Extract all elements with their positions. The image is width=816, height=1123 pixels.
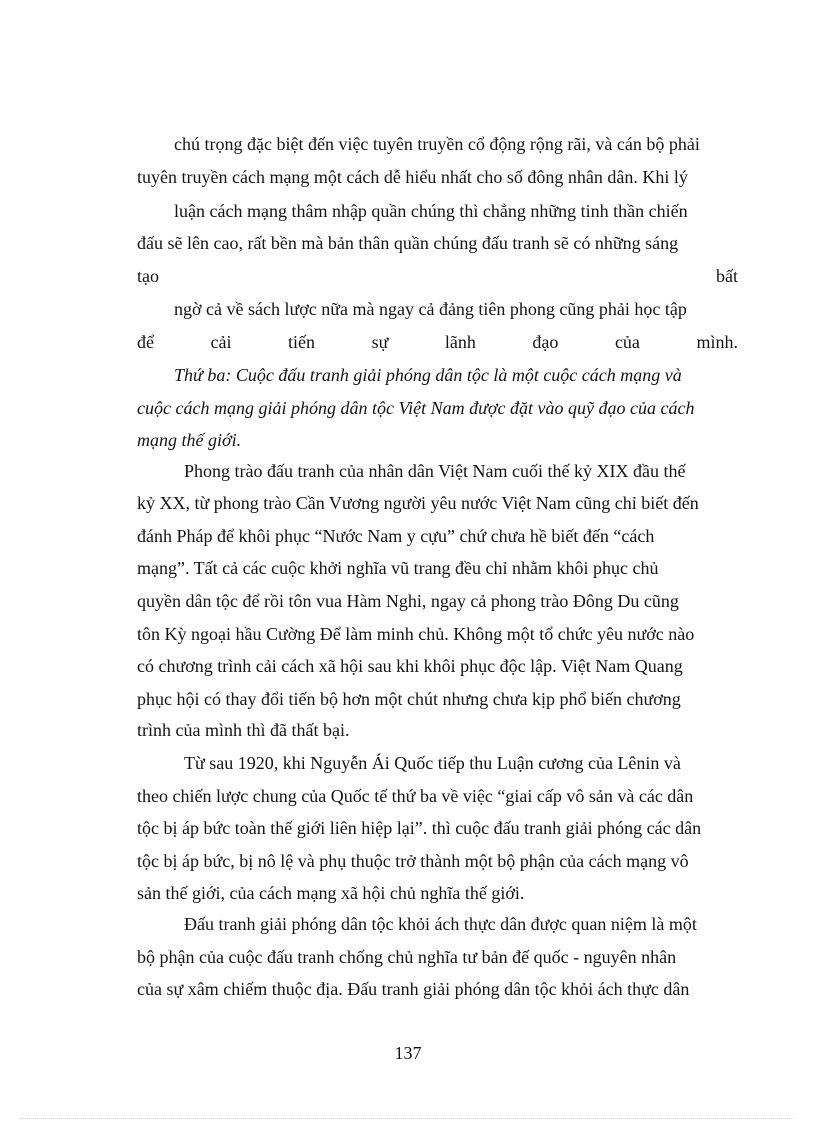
section-heading-line: mạng thế giới. [137,430,242,450]
footer-divider [20,1118,794,1119]
text-line: mạng”. Tất cả các cuộc khởi nghĩa vũ trang đều chỉ nhằm khôi phục chủ [137,558,659,578]
text-line: phục hội có thay đổi tiến bộ hơn một chút nhưng chưa kịp phổ biến chương [137,689,681,709]
text-line: đánh Pháp để khôi phục “Nước Nam y cựu” chứ chưa hề biết đến “cách [137,526,655,546]
justified-line [137,331,738,353]
text-line: kỷ XX, từ phong trào Cần Vương người yêu nước Việt Nam cũng chỉ biết đến [137,493,699,513]
text-line: theo chiến lược chung của Quốc tế thứ ba về việc “giai cấp vô sản và các dân [137,786,694,806]
text-line: tôn Kỳ ngoại hầu Cường Để làm minh chủ. Không một tổ chức yêu nước nào [137,624,695,644]
text-line: của sự xâm chiếm thuộc địa. Đấu tranh giải phóng dân tộc khỏi ách thực dân [137,979,690,999]
text-line: chú trọng đặc biệt đến việc tuyên truyền cổ động rộng rãi, và cán bộ phải [174,134,700,154]
word: cải [210,332,232,352]
text-line: Đấu tranh giải phóng dân tộc khỏi ách thực dân được quan niệm là một [184,914,697,934]
text-line: sản thế giới, của cách mạng xã hội chủ nghĩa thế giới. [137,883,525,903]
page-number: 137 [394,1043,422,1063]
word: tiến [288,332,316,352]
text-line: trình của mình thì đã thất bại. [137,720,350,740]
justified-line [137,265,738,287]
word: tạo [137,266,159,286]
text-line: ngờ cả về sách lược nữa mà ngay cả đảng tiên phong cũng phải học tập [174,299,687,319]
word: để [137,332,154,352]
section-heading-line: Thứ ba: Cuộc đấu tranh giải phóng dân tộc là một cuộc cách mạng và [174,365,682,385]
section-heading-line: cuộc cách mạng giải phóng dân tộc Việt Nam được đặt vào quỹ đạo của cách [137,398,695,418]
word: sự [371,332,389,352]
text-line: tộc bị áp bức, bị nô lệ và phụ thuộc trở thành một bộ phận của cách mạng vô [137,851,689,871]
text-line: bộ phận của cuộc đấu tranh chống chủ nghĩa tư bản đế quốc - nguyên nhân [137,947,677,967]
text-line: luận cách mạng thâm nhập quần chúng thì chẳng những tinh thần chiến [174,201,688,221]
text-line: tuyên truyền cách mạng một cách dễ hiểu nhất cho số đông nhân dân. Khi lý [137,167,688,187]
text-line: có chương trình cải cách xã hội sau khi khôi phục độc lập. Việt Nam Quang [137,656,683,676]
text-line: Phong trào đấu tranh của nhân dân Việt Nam cuối thế kỷ XIX đầu thế [184,461,686,481]
text-line: quyền dân tộc để rồi tôn vua Hàm Nghi, ngay cả phong trào Đông Du cũng [137,591,679,611]
word: mình. [696,332,738,352]
word: đạo [532,332,559,352]
text-line: đấu sẽ lên cao, rất bền mà bản thân quần chúng đấu tranh sẽ có những sáng [137,233,679,253]
word: bất [716,266,738,286]
word: của [614,332,640,352]
text-line: Từ sau 1920, khi Nguyễn Ái Quốc tiếp thu Luận cương của Lênin và [184,753,681,773]
word: lãnh [444,332,476,352]
text-line: tộc bị áp bức toàn thế giới liên hiệp lại”. thì cuộc đấu tranh giải phóng các dân [137,818,702,838]
